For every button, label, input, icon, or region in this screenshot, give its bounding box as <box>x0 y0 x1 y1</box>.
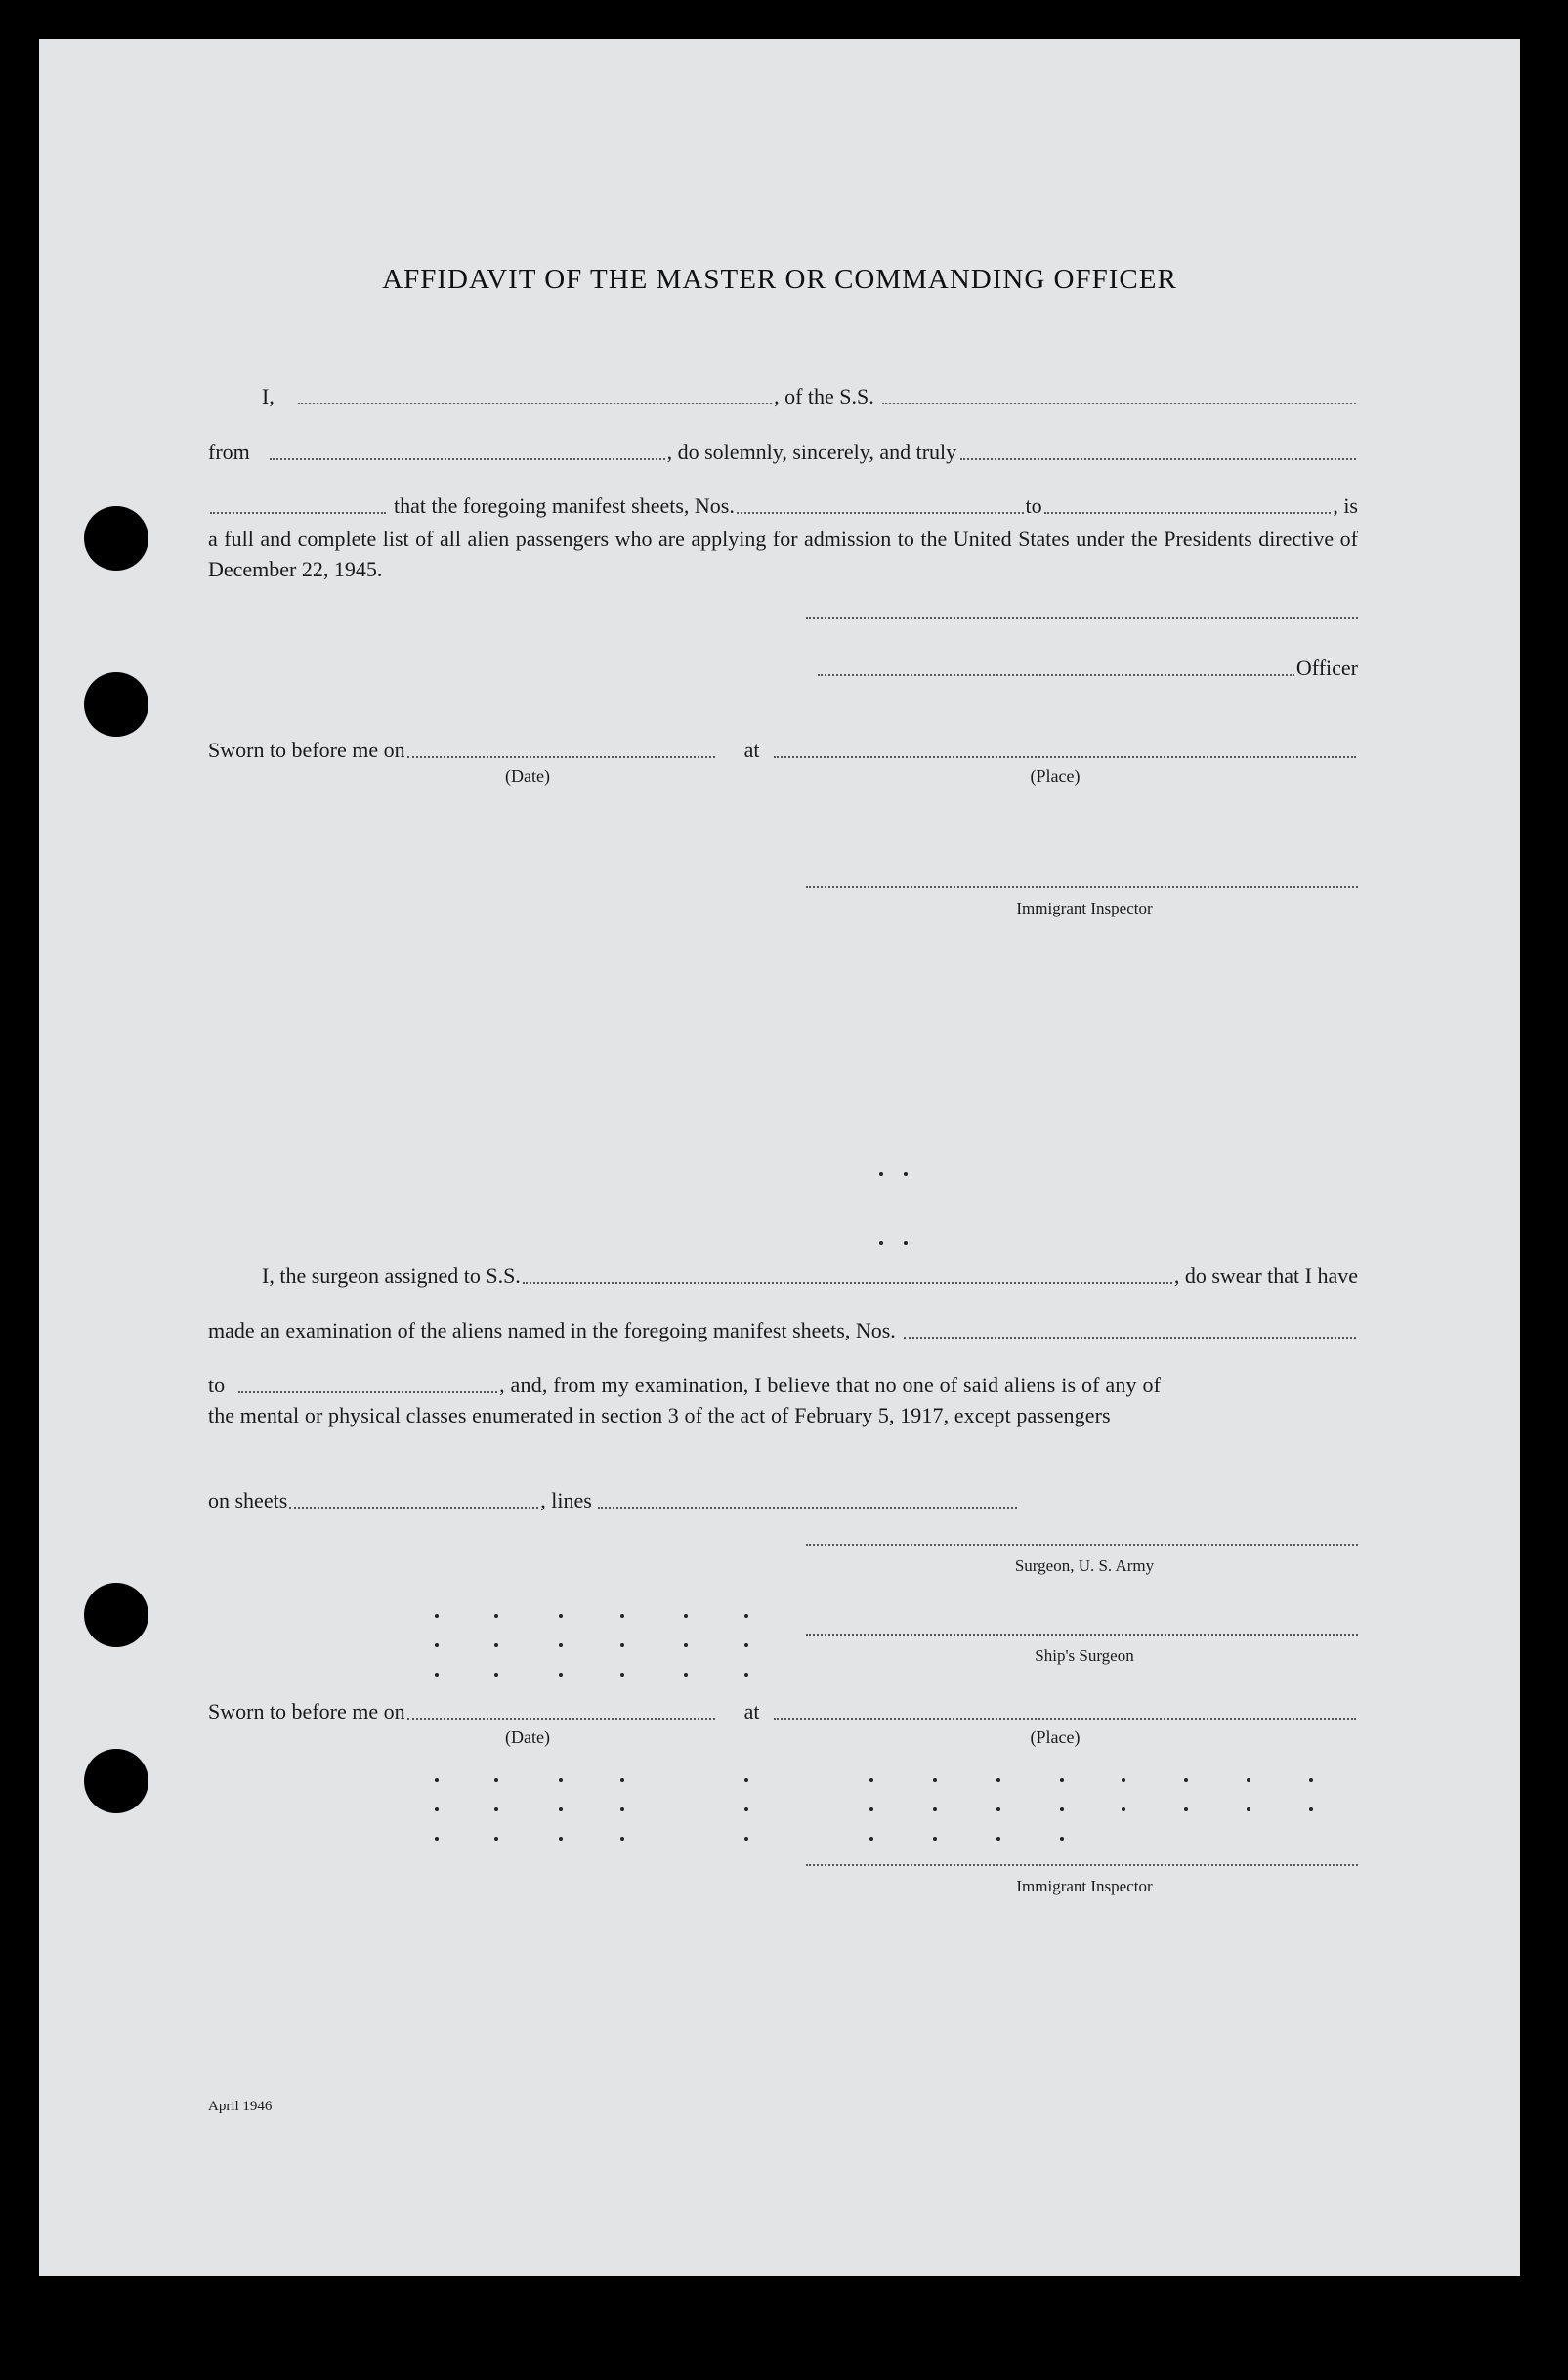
page-title: AFFIDAVIT OF THE MASTER OR COMMANDING OFFICER <box>382 264 1177 295</box>
document-page <box>39 39 1520 2276</box>
master-paragraph: a full and complete list of all alien passengers who are applying for admission to the United States under the Presidents directive of December 22, 1945. <box>208 527 1358 581</box>
master-line2-start: from <box>208 440 250 464</box>
sworn1-label: Sworn to before me on <box>208 738 405 762</box>
master-line3-a: that the foregoing manifest sheets, Nos. <box>394 493 735 518</box>
surgeon-line-4: the mental or physical classes enumerated in section 3 of the act of February 5, 1917, except passengers <box>208 1403 1111 1427</box>
sworn1-place-field[interactable] <box>774 735 1356 758</box>
sworn2-date-caption: (Date) <box>505 1727 550 1747</box>
sworn2-place-field[interactable] <box>774 1696 1356 1720</box>
sworn2-date-field[interactable] <box>407 1696 715 1720</box>
oath-type-field-2[interactable] <box>210 490 386 514</box>
ship-name-field[interactable] <box>882 381 1356 404</box>
form-date: April 1946 <box>208 2099 273 2114</box>
inspector1-signature-line[interactable] <box>806 886 1358 888</box>
officer-label: Officer <box>1295 656 1358 680</box>
master-line1-mid: , of the S.S. <box>774 384 874 408</box>
surgeon-lines-field[interactable] <box>598 1485 1017 1509</box>
master-line-1 <box>262 381 1358 412</box>
army-surgeon-signature-line[interactable] <box>806 1544 1358 1546</box>
officer-title-field[interactable] <box>818 653 1294 676</box>
officer-title-line <box>816 653 1358 684</box>
surgeon-line-3 <box>208 1370 1358 1401</box>
surgeon-line5-start: on sheets <box>208 1488 288 1512</box>
sheet-to-field[interactable] <box>1044 490 1332 514</box>
sworn1-at: at <box>743 738 760 762</box>
master-line3-b: to <box>1025 493 1042 518</box>
sworn1-date-field[interactable] <box>407 735 715 758</box>
form-content <box>39 39 1520 2276</box>
master-name-field[interactable] <box>298 381 772 404</box>
surgeon-line-1 <box>262 1260 1358 1292</box>
sworn2-at: at <box>743 1699 760 1723</box>
sworn1-date-caption: (Date) <box>505 766 550 786</box>
ship-surgeon-signature-line[interactable] <box>806 1634 1358 1636</box>
surgeon-line5-mid: , lines <box>540 1488 592 1512</box>
sworn-line-1 <box>208 735 1358 766</box>
surgeon-line1-end: , do swear that I have <box>1173 1263 1358 1288</box>
surgeon-sheets-field[interactable] <box>289 1485 538 1509</box>
surgeon-line3-end: , and, from my examination, I believe that no one of said aliens is of any of <box>499 1373 1162 1397</box>
sworn-line-2 <box>208 1696 1358 1727</box>
master-line1-start: I, <box>262 384 275 408</box>
from-port-field[interactable] <box>270 437 665 460</box>
surgeon-line-5 <box>208 1485 1019 1516</box>
oath-type-field[interactable] <box>960 437 1356 460</box>
sheet-from-field[interactable] <box>737 490 1024 514</box>
sworn2-place-caption: (Place) <box>1030 1727 1081 1747</box>
surgeon-line-2 <box>208 1315 1358 1346</box>
master-line-2 <box>208 437 1358 468</box>
inspector1-caption: Immigrant Inspector <box>1016 899 1153 917</box>
inspector2-caption: Immigrant Inspector <box>1016 1877 1153 1895</box>
ship-surgeon-caption: Ship's Surgeon <box>1035 1646 1134 1665</box>
master-line3-c: , is <box>1333 493 1358 518</box>
army-surgeon-caption: Surgeon, U. S. Army <box>1014 1556 1155 1575</box>
surgeon-line2: made an examination of the aliens named in the foregoing manifest sheets, Nos. <box>208 1318 896 1342</box>
sworn1-place-caption: (Place) <box>1030 766 1081 786</box>
master-line2-mid: , do solemnly, sincerely, and truly <box>666 440 957 464</box>
master-signature-line[interactable] <box>806 617 1358 619</box>
surgeon-sheet-to-field[interactable] <box>238 1370 497 1393</box>
surgeon-ship-field[interactable] <box>523 1260 1172 1284</box>
inspector2-signature-line[interactable] <box>806 1864 1358 1866</box>
master-line-3 <box>208 490 1358 522</box>
surgeon-line3-start: to <box>208 1373 226 1397</box>
surgeon-sheet-from-field[interactable] <box>904 1315 1356 1339</box>
surgeon-line1-start: I, the surgeon assigned to S.S. <box>262 1263 521 1288</box>
sworn2-label: Sworn to before me on <box>208 1699 405 1723</box>
